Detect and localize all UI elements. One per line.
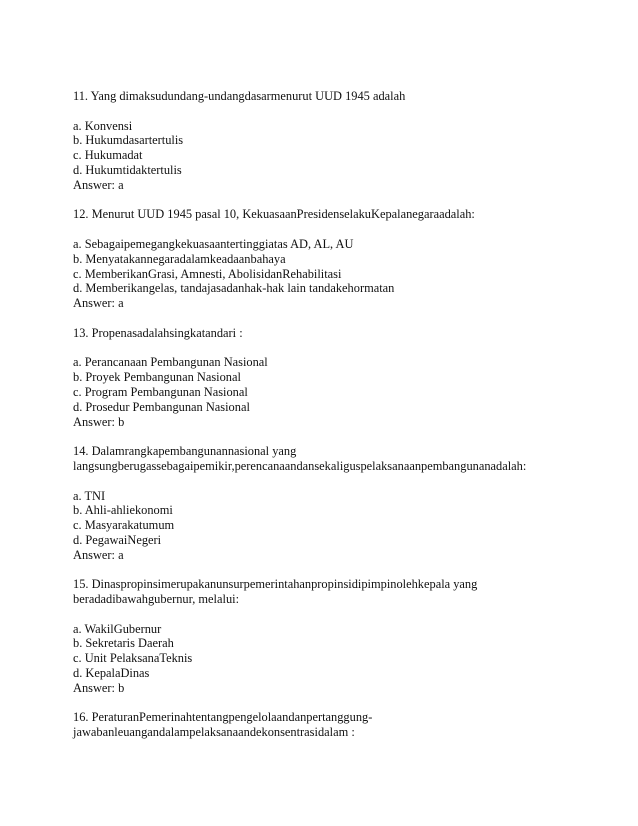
option-c: c. Unit PelaksanaTeknis [73,651,193,666]
answer-line: Answer: b [73,680,125,695]
option-b: b. Proyek Pembangunan Nasional [73,370,241,385]
option-a: a. TNI [73,488,106,503]
option-d: d. Prosedur Pembangunan Nasional [73,399,250,414]
option-d: d. KepalaDinas [73,666,150,681]
question-13 [73,326,613,430]
question-text: 16. PeraturanPemerinahtentangpengelolaandanpertanggung- jawabanleuangandalampelaksanaandekonsentrasidalam : [73,710,373,740]
question-text: 15. Dinaspropinsimerupakanunsurpemerintahanpropinsidipimpinolehkepala yang beradadibawahgubernur, melalui: [73,577,478,607]
option-b: b. Hukumdasartertulis [73,133,184,148]
question-text: 14. Dalamrangkapembangunannasional yang langsungberugassebagaipemikir,perencanaandansekaligus​pelaksanaanpembangunanadalah: [73,444,527,473]
answer-line: Answer: a [73,177,124,192]
question-12 [73,207,613,311]
answer-line: Answer: a [73,296,124,311]
option-d: d. Memberikangelas, tandajasadanhak-hak lain tandakehormatan [73,281,395,296]
option-a: a. WakilGubernur [73,621,162,636]
answer-line: Answer: a [73,547,124,562]
document-page [73,89,613,755]
question-11 [73,89,613,193]
option-c: c. Program Pembangunan Nasional [73,384,248,399]
option-c: c. Hukumadat [73,148,143,163]
question-16 [73,710,613,740]
option-b: b. Menyatakannegaradalamkeadaanbahaya [73,251,286,266]
question-15 [73,577,613,695]
option-a: a. Perancanaan Pembangunan Nasional [73,355,268,370]
question-text: 12. Menurut UUD 1945 pasal 10, KekuasaanPresidenselakuKepalanegaraadalah: [73,207,475,222]
question-text: 11. Yang dimaksudundang-undangdasarmenurut UUD 1945 adalah [73,89,406,103]
answer-line: Answer: b [73,414,125,429]
option-d: d. PegawaiNegeri [73,532,162,547]
option-c: c. MemberikanGrasi, Amnesti, AbolisidanRehabilitasi [73,266,342,281]
option-c: c. Masyarakatumum [73,518,175,533]
option-a: a. Sebagaipemegangkekuasaantertinggiatas AD, AL, AU [73,236,354,251]
option-a: a. Konvensi [73,118,133,133]
question-text: 13. Propenasadalahsingkatandari : [73,325,243,340]
option-b: b. Sekretaris Daerah [73,636,174,651]
option-b: b. Ahli-ahliekonomi [73,503,173,518]
option-d: d. Hukumtidaktertulis [73,162,182,177]
question-14 [73,444,613,562]
